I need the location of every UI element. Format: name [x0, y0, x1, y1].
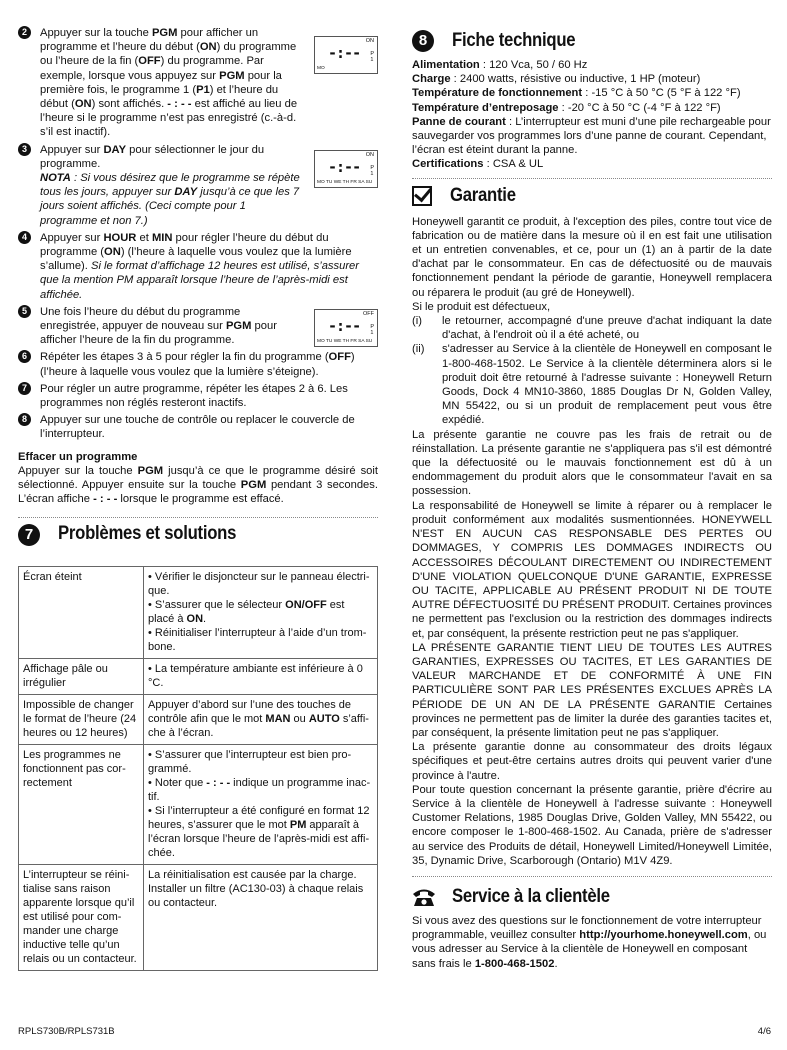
step-number-badge: 3: [18, 143, 31, 156]
service-section-heading: [412, 887, 772, 907]
section-number-badge: 8: [412, 30, 434, 52]
problems-title: Problèmes et solutions: [58, 523, 237, 545]
list-item: [412, 314, 772, 342]
step-number-badge: 6: [18, 350, 31, 363]
warranty-paragraph: La responsabilité de Honeywell se limite à réparer ou à remplacer le produit conformément aux modalités susmentionnées. HONEYWELL N'EST EN AUCUN CAS RESPONSABLE DES PERTES OU DOMMAGES, Y COMPRIS LES DOMMAGES INDIRECTS OU ACCESSOIRES DÉCOULANT DIRECTEMENT OU INDIRECTEMENT D'UNE VIOLATION QUELCONQUE D'UNE GARANTIE, EXPRESSE OU TACITE, APPLICABLE AU PRÉSENT PRODUIT NI DE TOUTE AUTRE DÉFECTUOSITÉ DU PRÉSENT PRODUIT. Certaines provinces ne permettent pas l'exclusion ou la restriction des dommages indirects et, par conséquent, la présente restriction peut ne pas s'appliquer.: [412, 499, 772, 640]
solution-cell: • Vérifier le disjoncteur sur le panneau électri-que. • S’assurer que le sélecteur ON/OFF est placé à ON. • Réinitialiser l’interrupteur à l’aide d’un trom-bone.: [144, 566, 378, 658]
problems-table: [18, 566, 378, 971]
step-6: [18, 350, 378, 378]
lcd-display-illustration: [314, 36, 378, 74]
step-text: Appuyer sur HOUR et MIN pour régler l’heure du début du programme (ON) (l’heure à laquelle vous voulez que la lumière s’allume). Si le format d’affichage 12 heures est utilisé, s’assurer que la mention PM apparaît lorsque l’heure de l’après-midi est affichée.: [40, 231, 359, 301]
warranty-paragraph: La présente garantie donne au consommateur des droits légaux spécifiques et peut-être certains autres droits qui peuvent varier d'une province à l'autre.: [412, 741, 772, 782]
table-row: [19, 658, 378, 694]
tech-section-heading: [412, 30, 772, 52]
table-row: [19, 744, 378, 864]
step-2: [18, 26, 378, 140]
step-text: Répéter les étapes 3 à 5 pour régler la fin du programme (OFF) (l’heure à laquelle vous voulez que la lumière s’éteigne).: [40, 351, 355, 378]
right-column: [412, 30, 772, 971]
checkmark-icon: [412, 186, 432, 206]
left-column: [18, 26, 378, 971]
step-7: [18, 382, 378, 410]
table-row: [19, 694, 378, 744]
lcd-display-illustration: [314, 150, 378, 188]
lcd-display-illustration: [314, 309, 378, 347]
lcd-program: P 1: [370, 51, 374, 63]
erase-program-heading: Effacer un programme: [18, 450, 138, 463]
table-row: [19, 566, 378, 658]
service-title: Service à la clientèle: [452, 885, 610, 907]
step-4: [18, 231, 378, 302]
list-item: [412, 342, 772, 427]
step-number-badge: 4: [18, 231, 31, 244]
step-number-badge: 2: [18, 26, 31, 39]
solution-cell: Appuyer d’abord sur l’une des touches de contrôle afin que le mot MAN ou AUTO s’affi-che à l’écran.: [144, 694, 378, 744]
section-divider: [18, 517, 378, 518]
step-text: Appuyer sur la touche PGM pour afficher un programme et l’heure du début (ON) du programme ou l’heure de la fin (OFF) du programme. Par exemple, lorsque vous appuyez sur PGM pour la première fois, le programme 1 (P1) et l’heure du début (ON) sont affichés. - : - - est affiché au lieu de l’heure si le programme n’est pas enregistré (c.-à-d. s’il est inactif).: [40, 27, 298, 139]
step-3: [18, 143, 378, 228]
list-text: le retourner, accompagné d'une preuve d'achat indiquant la date d'achat, à l'endroit où il a été acheté, ou: [442, 315, 772, 342]
step-5: [18, 305, 378, 348]
step-number-badge: 7: [18, 382, 31, 395]
step-text: Appuyer sur DAY pour sélectionner le jour du programme. NOTA : Si vous désirez que le programme se répète tous les jours, appuyer sur DAY jusqu’à ce que les 7 jours soient affichés. (Ceci compte pour 1 programme et non 7.): [40, 143, 300, 227]
list-marker: (i): [412, 315, 422, 328]
list-marker: (ii): [412, 343, 425, 356]
lcd-program: P 1: [370, 323, 374, 336]
lcd-status: ON: [365, 38, 374, 44]
lcd-status: ON: [365, 151, 374, 158]
tech-title: Fiche technique: [452, 29, 576, 51]
tech-specs: Alimentation : 120 Vca, 50 / 60 Hz Charge : 2400 watts, résistive ou inductive, 1 HP (moteur) Température de fonctionnement : -15 °C à 50 °C (5 °F à 122 °F) Température d’entreposage : -20 °C à 50 °C (-4 °F à 122 °F) Panne de courant : L’interrupteur est muni d’une pile rechargeable pour sauvegarder vos programmes lors d’une panne de courant. Cependant, l’écran est éteint durant la panne. Certifications : CSA & UL: [412, 59, 771, 171]
footer-model: RPLS730B/RPLS731B: [18, 1025, 115, 1037]
section-divider: [412, 178, 772, 179]
table-row: [19, 864, 378, 970]
programming-steps: [18, 26, 378, 442]
problem-cell: Impossible de changer le format de l’heure (24 heures ou 12 heures): [19, 694, 144, 744]
lcd-digits: -:--: [328, 157, 361, 176]
lcd-days: MO: [317, 66, 325, 71]
section-number-badge: 7: [18, 524, 40, 546]
warranty-section-heading: [412, 186, 772, 206]
warranty-paragraph: LA PRÉSENTE GARANTIE TIENT LIEU DE TOUTES LES AUTRES GARANTIES, EXPRESSES OU TACITES, ET LES GARANTIES DE VALEUR MARCHANDE ET DE CONFORMITÉ À UNE FIN PARTICULIÈRE SONT PAR LES PRÉSENTES EXCLUES APRÈS LA PÉRIODE DE UN AN DE LA PRÉSENTE GARANTIE Certaines provinces ne permettent pas de limiter la durée des garanties tacites et, par conséquent, la présente limitation peut ne pas s'appliquer.: [412, 641, 772, 739]
solution-cell: • La température ambiante est inférieure à 0 °C.: [144, 658, 378, 694]
warranty-paragraph: Honeywell garantit ce produit, à l'exception des piles, contre tout vice de fabrication ou de matière dans la mesure où il en est fait une utilisation et un entretien convenables, et ce, pour un (1) an à partir de la date d'achat par le consommateur. En cas de défectuosité ou de mauvais fonctionnement pendant la période de garantie, Honeywell remplacera ou réparera le produit (au gré de Honeywell).: [412, 215, 772, 299]
lcd-days: MO TU WE TH FR SA SU: [317, 338, 373, 344]
lcd-days: MO TU WE TH FR SA SU: [317, 179, 373, 185]
solution-cell: • S’assurer que l’interrupteur est bien pro-grammé. • Noter que - : - - indique un programme inac-tif. • Si l’interrupteur a été configuré en format 12 heures, s’assurer que le mot PM apparaît à l’écran lorsque l’heure de l’après-midi est affi-chée.: [144, 744, 378, 864]
step-number-badge: 8: [18, 413, 31, 426]
problem-cell: L’interrupteur se réini-tialise sans raison apparente lorsque qu’il est utilisé pour com-mander une charge inductive telle qu’un relais ou un contacteur.: [19, 864, 144, 970]
erase-program-text: Appuyer sur la touche PGM jusqu’à ce que le programme désiré soit sélectionné. Appuyer ensuite sur la touche PGM pendant 3 secondes. L’écran affiche - : - - lorsque le programme est effacé.: [18, 464, 378, 506]
problem-cell: Affichage pâle ou irrégulier: [19, 658, 144, 694]
service-text: Si vous avez des questions sur le fonctionnement de votre interrupteur programmable, veuillez consulter http://yourhome.honeywell.com, ou vous adresser au Service à la clientèle de Honeywell en composant sans frais le 1-800-468-1502.: [412, 914, 767, 970]
list-text: s'adresser au Service à la clientèle de Honeywell en composant le 1-800-468-1502. Le Service à la clientèle déterminera alors si le produit doit être retourné à l'adresse suivante : Honeywell Return Goods, Dock 4 MN10-3860, 1885 Douglas Dr N, Golden Valley, MN 55422, ou si un produit de remplacement peut vous être expédié.: [442, 343, 772, 427]
warranty-list: [412, 314, 772, 428]
step-number-badge: 5: [18, 305, 31, 318]
section-divider: [412, 876, 772, 877]
warranty-title: Garantie: [450, 184, 516, 206]
lcd-program: P 1: [370, 164, 374, 177]
problems-section-heading: [18, 524, 378, 546]
warranty-paragraph: Pour toute question concernant la présente garantie, prière d'écrire au Service à la clientèle de Honeywell à l'adresse suivante : Honeywell Customer Relations, 1985 Douglas Drive, Golden Valley, MN 55422, ou encore composer le 1-800-468-1502. Au Canada, prière de s'adresser au service des Produits de détail, Honeywell Limited/Honeywell Limitée, 35, Dynamic Drive, Scarborough (Ontario) M1V 4Z9.: [412, 783, 772, 867]
lcd-digits: -:--: [328, 44, 361, 62]
solution-cell: La réinitialisation est causée par la charge. Installer un filtre (AC130-03) à chaque relais ou contacteur.: [144, 864, 378, 970]
step-text: Une fois l’heure du début du programme enregistrée, appuyer de nouveau sur PGM pour afficher l’heure de la fin du programme.: [40, 305, 277, 347]
warranty-text: [412, 215, 772, 868]
problem-cell: Écran éteint: [19, 566, 144, 658]
footer-page-number: 4/6: [757, 1025, 771, 1037]
step-text: Pour régler un autre programme, répéter les étapes 2 à 6. Les programmes non réglés resteront inactifs.: [40, 382, 348, 410]
lcd-digits: -:--: [328, 316, 361, 335]
warranty-paragraph: Si le produit est défectueux,: [412, 300, 551, 313]
step-8: [18, 413, 378, 441]
step-text: Appuyer sur une touche de contrôle ou replacer le couvercle de l’interrupteur.: [40, 414, 355, 441]
warranty-paragraph: La présente garantie ne couvre pas les frais de retrait ou de réinstallation. La présente garantie ne s'appliquera pas s'il est démontré que la défectuosité ou le mauvais fonctionnement est dû à un endommagement du produit alors que le consommateur l'avait en sa possession.: [412, 428, 772, 498]
telephone-icon: [412, 887, 436, 907]
problem-cell: Les programmes ne fonctionnent pas cor-rectement: [19, 744, 144, 864]
lcd-status: OFF: [363, 310, 374, 317]
